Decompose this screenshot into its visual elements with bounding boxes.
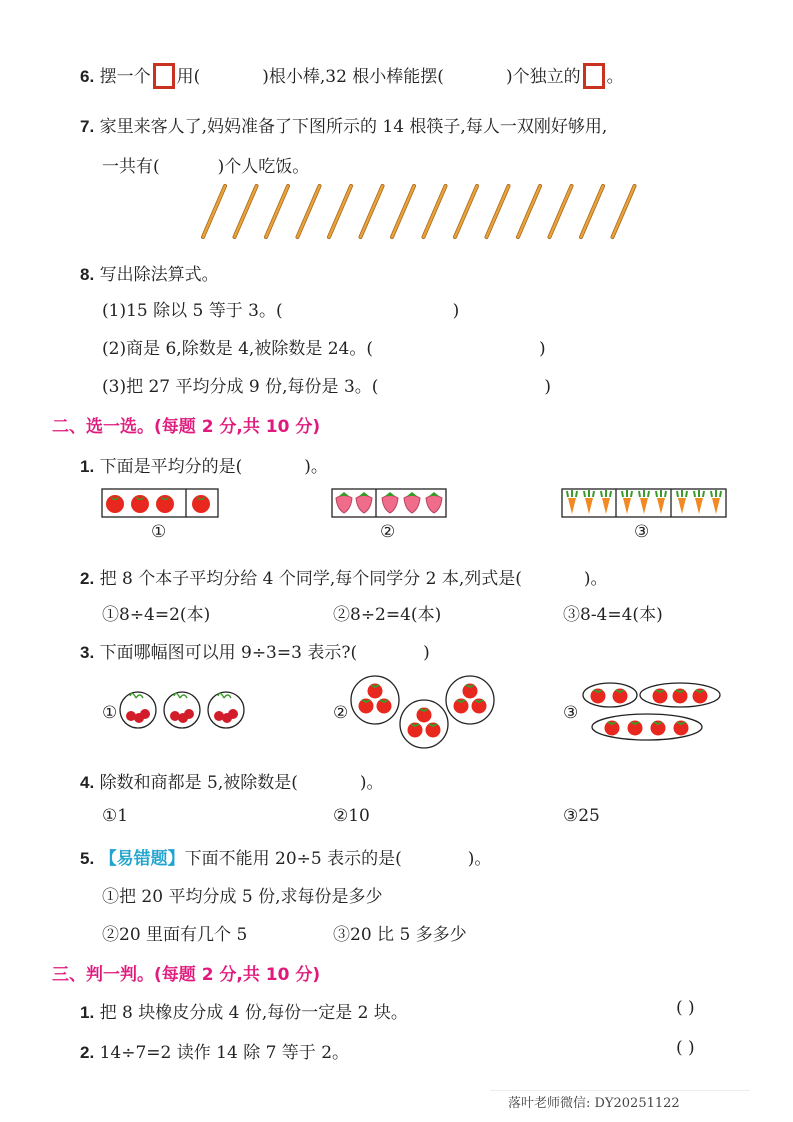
judge-answer-paren[interactable]: ( ) [676,1038,695,1058]
chopstick-icon [329,186,351,237]
option-2-label[interactable]: ② [333,703,349,723]
tomato-icon [377,699,392,714]
tomato-icon [472,699,487,714]
option-2[interactable]: ②8÷2=4(本) [333,605,442,625]
q6-text-2: 用( [176,67,201,87]
tomato-icon [454,699,469,714]
tomato-icon [653,689,668,704]
question-number: 1. [80,457,95,476]
section-2-title: 二、选一选。(每题 2 分,共 10 分) [52,417,321,437]
chopstick-icon [550,186,572,237]
paren-close: ) [423,643,430,663]
box-2 [332,489,446,517]
tomato-circles-illustration [348,672,498,750]
s2-question-4 [80,768,384,793]
tomato-oval-group [583,683,637,707]
q7-text: 一共有( [102,157,160,177]
tomato-icon [463,684,478,699]
option-1-label[interactable]: ① [102,703,118,723]
option-3[interactable]: ③8-4=4(本) [563,605,663,625]
tomato-icon [628,721,643,736]
tomato-icon [106,495,124,513]
tomato-icon [131,495,149,513]
question-text: 下面是平均分的是( [99,457,243,477]
tomato-icon [613,689,628,704]
question-number: 8. [80,265,95,284]
paren-close: )。 [467,849,492,869]
chopsticks-illustration [195,183,645,241]
tomato-icon [192,495,210,513]
q8-title: 写出除法算式。 [99,265,219,285]
q8-item-2 [102,334,546,359]
s3-question-2 [80,1038,349,1063]
q6-text-1: 摆一个 [99,67,151,87]
option-3[interactable]: ③20 比 5 多多少 [333,925,467,945]
paren-close: )。 [359,773,384,793]
cherry-icon [140,709,150,719]
tomato-oval-group [592,714,702,740]
q8-item-1 [102,296,459,321]
question-number: 2. [80,1043,95,1062]
question-8 [80,260,219,285]
tomato-icon [408,723,423,738]
tomato-icon [674,721,689,736]
chopstick-icon [392,186,414,237]
square-shape-icon [153,63,175,89]
option-2[interactable]: ②20 里面有几个 5 [102,925,248,945]
cherry-icon [184,709,194,719]
question-text: 把 8 个本子平均分给 4 个同学,每个同学分 2 本,列式是( [99,569,522,589]
tomato-icon [591,689,606,704]
cherry-group-icon [208,692,244,728]
tomato-icon [368,684,383,699]
s2-question-2 [80,564,608,589]
error-prone-tag: 【易错题】 [99,849,185,869]
q6-text-3: )根小棒,32 根小棒能摆( [262,67,444,87]
question-number: 5. [80,849,95,868]
cherry-group-icon [164,692,200,728]
option-3-label[interactable]: ③ [634,522,650,542]
question-text: 除数和商都是 5,被除数是( [99,773,298,793]
tomato-icon [693,689,708,704]
tomato-circle-group [446,676,494,724]
question-number: 3. [80,643,95,662]
chopstick-icon [455,186,477,237]
question-6 [80,62,624,89]
fruit-boxes-illustration [100,486,740,522]
q8-item-text: (2)商是 6,除数是 4,被除数是 24。( [102,339,373,359]
question-number: 7. [80,117,95,136]
tomato-icon [605,721,620,736]
question-number: 1. [80,1003,95,1022]
question-number: 6. [80,67,95,86]
option-3-label[interactable]: ③ [563,703,579,723]
paren-close: ) [544,377,552,397]
paren-close: )。 [304,457,328,477]
option-3[interactable]: ③25 [563,806,600,826]
q8-item-3 [102,372,551,397]
chopstick-icon [487,186,509,237]
paren-close: )。 [583,569,608,589]
s3-question-1 [80,998,408,1023]
q7-text: )个人吃饭。 [217,157,310,177]
footer-watermark: 落叶老师微信: DY20251122 [508,1096,680,1111]
question-text: 把 8 块橡皮分成 4 份,每份一定是 2 块。 [99,1003,408,1023]
chopstick-icon [424,186,446,237]
tomato-icon [651,721,666,736]
box-3 [562,489,726,517]
tomato-icon [426,723,441,738]
square-shape-icon [583,63,605,89]
cherry-group-icon [120,692,156,728]
q6-text-5: 。 [606,67,624,87]
option-1[interactable]: ①1 [102,806,129,826]
box-1 [102,489,218,517]
q7-line-2 [102,152,309,177]
q6-text-4: )个独立的 [505,67,581,87]
judge-answer-paren[interactable]: ( ) [676,998,695,1018]
question-7 [80,112,607,137]
question-number: 2. [80,569,95,588]
option-2-label[interactable]: ② [380,522,396,542]
chopstick-icon [581,186,603,237]
chopstick-icon [203,186,225,237]
option-1-label[interactable]: ① [151,522,167,542]
tomato-icon [417,708,432,723]
chopstick-icon [361,186,383,237]
q7-line-1: 家里来客人了,妈妈准备了下图所示的 14 根筷子,每人一双刚好够用, [99,117,608,137]
option-2[interactable]: ②10 [333,806,370,826]
chopstick-icon [266,186,288,237]
tomato-circle-group [400,700,448,748]
tomato-icon [359,699,374,714]
section-3-title: 三、判一判。(每题 2 分,共 10 分) [52,965,321,985]
chopstick-icon [518,186,540,237]
option-1[interactable]: ①8÷4=2(本) [102,605,211,625]
question-number: 4. [80,773,95,792]
chopstick-icon [613,186,635,237]
tomato-ovals-illustration [582,678,722,744]
question-text: 下面哪幅图可以用 9÷3=3 表示?( [99,643,358,663]
chopstick-icon [235,186,257,237]
paren-close: ) [539,339,546,359]
cherry-icon [228,709,238,719]
footer-divider [490,1090,750,1091]
tomato-oval-group [640,683,720,707]
q8-item-text: (1)15 除以 5 等于 3。( [102,301,283,321]
tomato-icon [673,689,688,704]
tomato-circle-group [351,676,399,724]
s2-question-1 [80,452,328,477]
question-text: 14÷7=2 读作 14 除 7 等于 2。 [99,1043,350,1063]
cherry-circles-illustration [118,690,248,730]
question-text: 下面不能用 20÷5 表示的是( [184,849,402,869]
chopstick-icon [298,186,320,237]
s2-question-3 [80,638,430,663]
option-1[interactable]: ①把 20 平均分成 5 份,求每份是多少 [102,887,383,907]
paren-close: ) [452,301,460,321]
tomato-icon [156,495,174,513]
q8-item-text: (3)把 27 平均分成 9 份,每份是 3。( [102,377,379,397]
s2-question-5 [80,844,491,869]
